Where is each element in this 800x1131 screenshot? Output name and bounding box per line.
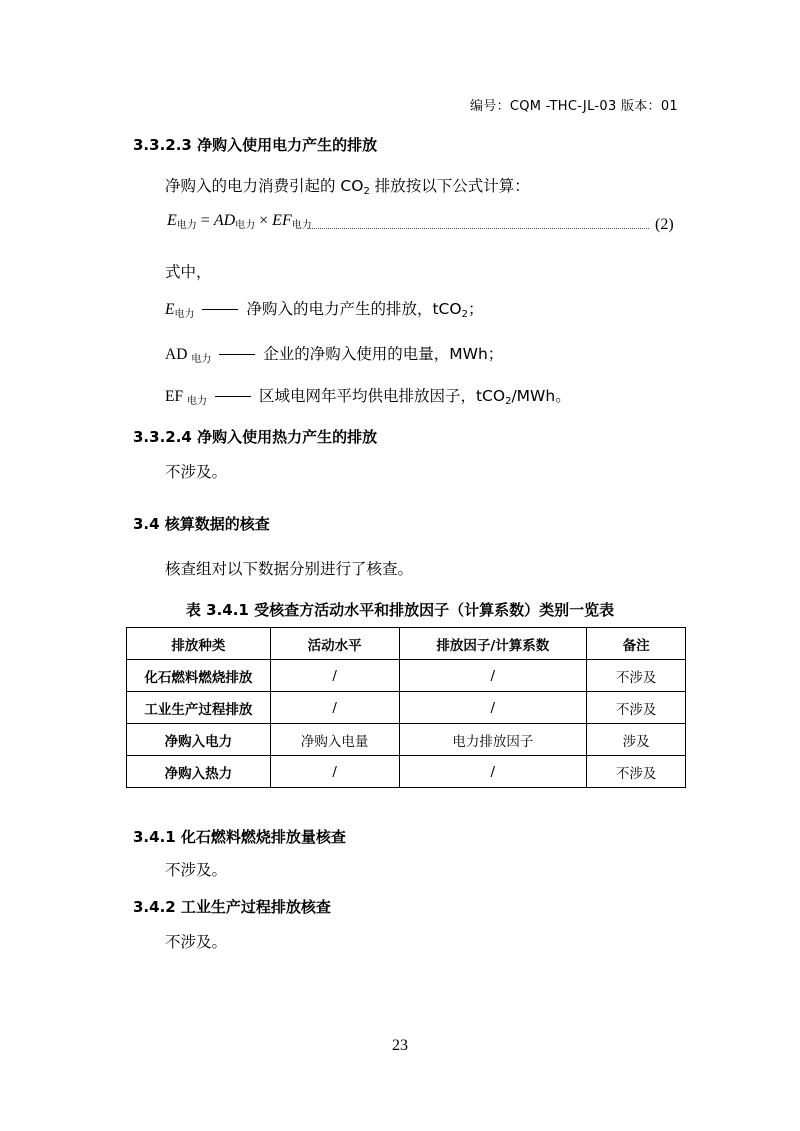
formula-2 — [167, 212, 312, 231]
heading-3-3-2-3: 3.3.2.3 净购入使用电力产生的排放 — [133, 136, 378, 154]
intro-pre: 净购入的电力消费引起的 CO — [165, 177, 364, 195]
formula-e-sub: 电力 — [176, 220, 197, 231]
equation-number: (2) — [655, 216, 674, 233]
table-cell: 不涉及 — [587, 756, 686, 788]
dash — [215, 396, 251, 397]
heading-3-4: 3.4 核算数据的核查 — [133, 515, 270, 533]
table-cell: / — [399, 660, 587, 692]
where-label: 式中， — [165, 263, 212, 281]
def-text-post: /MWh。 — [511, 387, 571, 405]
table-header-row — [127, 628, 686, 660]
def-text-sub: 2 — [461, 309, 468, 320]
body-3-3-2-4: 不涉及。 — [165, 463, 228, 481]
def-text-post: ； — [467, 300, 484, 318]
table-cell: 净购入电力 — [127, 724, 271, 756]
table-caption: 表 3.4.1 受核查方活动水平和排放因子（计算系数）类别一览表 — [185, 601, 615, 619]
table-cell: 涉及 — [587, 724, 686, 756]
def-text-sub: 2 — [505, 396, 512, 407]
def-symbol: EF — [165, 388, 187, 405]
dash — [202, 309, 238, 310]
body-3-4-1: 不涉及。 — [165, 861, 228, 879]
table-cell: / — [399, 756, 587, 788]
formula-leader-dots — [307, 228, 649, 229]
def-symbol-sub: 电力 — [174, 309, 195, 320]
formula-intro — [165, 174, 530, 197]
formula-ef-sub: 电力 — [291, 220, 312, 231]
formula-ef: EF — [272, 212, 292, 229]
heading-3-4-1: 3.4.1 化石燃料燃烧排放量核查 — [133, 828, 346, 846]
def-text: 区域电网年平均供电排放因子，tCO — [258, 387, 506, 405]
table-cell: 工业生产过程排放 — [127, 692, 271, 724]
heading-3-4-2: 3.4.2 工业生产过程排放核查 — [133, 898, 331, 916]
page-number: 23 — [392, 1037, 408, 1054]
table-header-cell: 排放种类 — [127, 628, 271, 660]
formula-eq: = — [196, 212, 214, 229]
table-row — [127, 692, 686, 724]
formula-e: E — [167, 212, 177, 229]
definition-ad — [165, 342, 503, 365]
table-cell: 化石燃料燃烧排放 — [127, 660, 271, 692]
table-cell: / — [270, 660, 399, 692]
table-cell: / — [270, 692, 399, 724]
dash — [219, 354, 255, 355]
table-header-cell: 备注 — [587, 628, 686, 660]
table-cell: 电力排放因子 — [399, 724, 587, 756]
table-row — [127, 756, 686, 788]
formula-ad-sub: 电力 — [235, 220, 256, 231]
intro-sub: 2 — [363, 186, 370, 197]
table-cell: 净购入热力 — [127, 756, 271, 788]
def-text: 企业的净购入使用的电量，MWh； — [263, 345, 504, 363]
table-cell: / — [270, 756, 399, 788]
body-3-4: 核查组对以下数据分别进行了核查。 — [165, 560, 414, 578]
def-symbol: E — [165, 301, 175, 318]
def-symbol: AD — [165, 346, 192, 363]
formula-times: × — [255, 212, 273, 229]
body-3-4-2: 不涉及。 — [165, 933, 228, 951]
def-text: 净购入的电力产生的排放，tCO — [246, 300, 462, 318]
definition-ef — [165, 384, 571, 407]
formula-ad: AD — [213, 212, 236, 229]
table-cell: 不涉及 — [587, 660, 686, 692]
def-symbol-sub: 电力 — [186, 396, 207, 407]
table-cell: 不涉及 — [587, 692, 686, 724]
emission-category-table — [126, 627, 686, 788]
intro-post: 排放按以下公式计算： — [369, 177, 530, 195]
table-cell: / — [399, 692, 587, 724]
table-row — [127, 724, 686, 756]
heading-3-3-2-4: 3.3.2.4 净购入使用热力产生的排放 — [133, 428, 378, 446]
table-cell: 净购入电量 — [270, 724, 399, 756]
document-code: 编号：CQM -THC-JL-03 版本：01 — [469, 99, 678, 114]
table-header-cell: 排放因子/计算系数 — [399, 628, 587, 660]
table-header-cell: 活动水平 — [270, 628, 399, 660]
definition-e — [165, 297, 483, 320]
def-symbol-sub: 电力 — [191, 354, 212, 365]
table-row — [127, 660, 686, 692]
